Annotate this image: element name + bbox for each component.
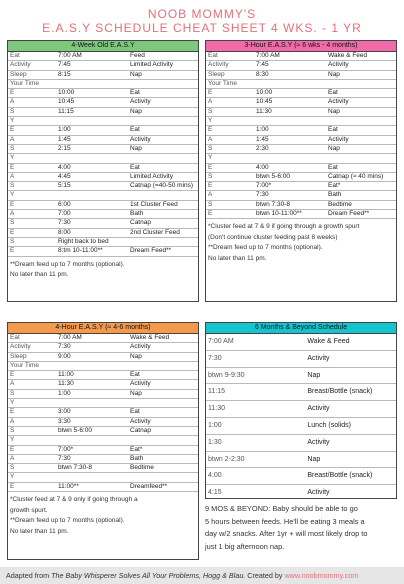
table-cell <box>128 237 198 246</box>
table-cell: S <box>8 464 56 473</box>
table-cell: Sleep <box>8 70 56 79</box>
table-row <box>206 417 396 434</box>
table-cell: Activity <box>8 343 56 352</box>
table-cell: 7:00* <box>56 445 128 454</box>
table-cell: 11:30 <box>206 401 305 418</box>
section-4-week <box>7 40 199 302</box>
table-cell: Wake & Feed <box>326 52 396 61</box>
table-row <box>8 380 198 389</box>
table-cell: E <box>206 182 254 191</box>
table-cell: Eat <box>326 163 396 172</box>
table-row <box>8 191 198 200</box>
table-cell: 11:00 <box>56 371 128 380</box>
table-cell: S <box>8 389 56 398</box>
table-row <box>206 401 396 418</box>
table-cell: 10:45 <box>254 98 326 107</box>
table-cell: Activity <box>326 135 396 144</box>
table-row <box>206 89 396 98</box>
notes <box>8 257 198 284</box>
table-cell: S <box>206 200 254 209</box>
table-row <box>8 482 198 491</box>
table-cell <box>326 154 396 163</box>
table-row <box>8 117 198 126</box>
table-row <box>206 107 396 116</box>
table-row <box>206 210 396 219</box>
table-cell: A <box>206 98 254 107</box>
table-cell: 2:15 <box>56 144 128 153</box>
table-cell: A <box>8 454 56 463</box>
table-cell: 4:00 <box>206 468 305 485</box>
table-row <box>206 163 396 172</box>
table-row <box>206 154 396 163</box>
table-cell: 1:00 <box>206 417 305 434</box>
table-cell: btwn 7:30-8 <box>254 200 326 209</box>
table-row <box>8 107 198 116</box>
table-cell: 7:30 <box>56 343 128 352</box>
table-cell: 10:00 <box>56 89 128 98</box>
table-cell <box>128 436 198 445</box>
table-cell: Feed <box>128 52 198 61</box>
note-line: **Dream feed up to 7 months (optional). <box>208 244 323 252</box>
table-cell: Y <box>8 154 56 163</box>
table-row <box>206 117 396 126</box>
table-cell: Eat <box>128 163 198 172</box>
table-cell: 4:15 <box>206 485 305 499</box>
table-row <box>8 417 198 426</box>
table-cell: 5:15 <box>56 182 128 191</box>
table-row <box>8 200 198 209</box>
table-row <box>8 399 198 408</box>
table-row <box>206 79 396 88</box>
table-cell: 11:30 <box>56 380 128 389</box>
notes <box>8 492 198 540</box>
table-cell: 3:30 <box>56 417 128 426</box>
table-cell: A <box>8 172 56 181</box>
table-row <box>8 144 198 153</box>
table-cell: A <box>8 417 56 426</box>
table-row <box>8 135 198 144</box>
table-cell <box>56 436 128 445</box>
notes <box>206 219 396 267</box>
table-row <box>206 384 396 401</box>
table-row <box>8 70 198 79</box>
note-line: (Don't continue cluster feeding past 8 weeks) <box>208 233 338 241</box>
footer-mid: Created by <box>245 571 285 580</box>
note-line: No later than 11 pm. <box>10 271 69 279</box>
table-cell: Lunch (solids) <box>305 417 396 434</box>
table-cell: Y <box>8 473 56 482</box>
table-cell: 1:00 <box>56 126 128 135</box>
table-cell: 8:30 <box>254 70 326 79</box>
table-cell: 7:30 <box>206 350 305 367</box>
table-row <box>8 473 198 482</box>
table-cell: 7:30 <box>254 191 326 200</box>
table-cell: Nap <box>128 352 198 361</box>
table-cell: Eat <box>326 126 396 135</box>
table-row <box>206 485 396 499</box>
note-line: No later than 11 pm. <box>208 254 267 262</box>
footer-link[interactable]: www.noobmommy.com <box>284 571 359 580</box>
table-cell: btwn 9-9:30 <box>206 367 305 384</box>
table-cell: Activity <box>305 434 396 451</box>
table-cell: Your Time <box>206 79 254 88</box>
table-row <box>206 70 396 79</box>
table-cell: Limited Activity <box>128 61 198 70</box>
table-cell: A <box>8 135 56 144</box>
table-cell <box>128 117 198 126</box>
table-cell: Y <box>8 117 56 126</box>
table-cell: 3:00 <box>56 408 128 417</box>
table-cell: Catnap <box>128 426 198 435</box>
table-cell: E <box>8 247 56 256</box>
table-cell: Y <box>8 191 56 200</box>
section-6-months <box>205 322 397 499</box>
table-cell: Activity <box>206 61 254 70</box>
table-cell: Eat <box>206 52 254 61</box>
note-line: growth spurt. <box>10 506 48 514</box>
table-cell: Bath <box>128 210 198 219</box>
note-line: *Cluster feed at 7 & 9 if going through a growth spurt <box>208 223 360 231</box>
footer <box>0 567 404 584</box>
table-cell: 1:30 <box>206 434 305 451</box>
table-row <box>8 426 198 435</box>
table-cell: S <box>8 144 56 153</box>
table-cell: Activity <box>128 343 198 352</box>
table-cell <box>326 117 396 126</box>
section-title: 3-Hour E.A.S.Y (≈ 6 wks - 4 months) <box>206 41 396 52</box>
table-cell: btwn 5-6:00 <box>254 172 326 181</box>
table-row <box>206 191 396 200</box>
table-cell: Dream Feed** <box>128 247 198 256</box>
beyond-line: 9 MOS & BEYOND: Baby should be able to go <box>205 504 358 513</box>
table-cell: Y <box>206 154 254 163</box>
table-cell: Breast/Bottle (snack) <box>305 384 396 401</box>
table-cell: S <box>8 182 56 191</box>
table-cell: Limited Activity <box>128 172 198 181</box>
table-cell: 7:30 <box>56 219 128 228</box>
note-line: No later than 11 pm. <box>10 527 69 535</box>
table-row <box>8 126 198 135</box>
table-row <box>8 89 198 98</box>
table-cell: btwn 10-11:00** <box>254 210 326 219</box>
table-cell: A <box>8 210 56 219</box>
table-cell <box>254 79 326 88</box>
table-cell: 11:15 <box>206 384 305 401</box>
footer-prefix: Adapted from <box>6 571 52 580</box>
table-row <box>206 172 396 181</box>
table-cell: E <box>8 228 56 237</box>
page-title-line1: NOOB MOMMY'S <box>147 7 257 21</box>
table-cell: 11:00** <box>56 482 128 491</box>
table-cell: 8:tm 10-11:00** <box>56 247 128 256</box>
note-line: *Cluster feed at 7 & 9 only if going through a <box>10 496 138 504</box>
table-row <box>8 247 198 256</box>
note-line: **Dream feed up to 7 months (optional). <box>10 517 125 525</box>
table-cell: Activity <box>128 380 198 389</box>
table-cell: 11:30 <box>254 107 326 116</box>
section-3-hour <box>205 40 397 302</box>
table-row <box>8 464 198 473</box>
table-cell: 10:45 <box>56 98 128 107</box>
table-cell: A <box>206 191 254 200</box>
section-title: 6 Months & Beyond Schedule <box>206 323 396 334</box>
beyond-line: 5 hours between feeds. He'll be eating 3 meals a <box>205 516 365 526</box>
table-cell: 7:00 AM <box>254 52 326 61</box>
table-cell: 1:00 <box>56 389 128 398</box>
table-row <box>8 182 198 191</box>
table-cell: Activity <box>8 61 56 70</box>
table-cell: Nap <box>128 389 198 398</box>
table-cell <box>128 191 198 200</box>
table-cell <box>56 79 128 88</box>
table-cell: E <box>206 163 254 172</box>
table-row <box>8 163 198 172</box>
table-cell: S <box>8 426 56 435</box>
table-cell: Activity <box>326 98 396 107</box>
table-row <box>8 445 198 454</box>
table-row <box>8 52 198 61</box>
table-cell: Nap <box>326 107 396 116</box>
table-cell <box>128 79 198 88</box>
table-cell: Activity <box>305 401 396 418</box>
table-cell: Nap <box>326 70 396 79</box>
table-cell: 7:45 <box>254 61 326 70</box>
beyond-note <box>205 503 397 553</box>
table-cell: Eat <box>128 89 198 98</box>
table-cell <box>56 361 128 370</box>
table-cell: Activity <box>305 485 396 499</box>
table-cell: Your Time <box>8 79 56 88</box>
table-cell: 4:00 <box>254 163 326 172</box>
table-cell <box>326 79 396 88</box>
table-cell: Right back to bed <box>56 237 128 246</box>
table-cell: 7:00 AM <box>56 52 128 61</box>
beyond-line: day w/2 snacks. After 1yr + will most likely drop to <box>205 529 368 538</box>
table-row <box>8 361 198 370</box>
table-row <box>206 334 396 350</box>
table-cell: S <box>206 144 254 153</box>
table-cell: Eat* <box>326 182 396 191</box>
table-row <box>206 200 396 209</box>
table-row <box>206 61 396 70</box>
table-row <box>206 98 396 107</box>
table-cell: E <box>8 200 56 209</box>
table-cell: Eat <box>326 89 396 98</box>
table-row <box>206 144 396 153</box>
table-cell: 4:45 <box>56 172 128 181</box>
table-cell: Nap <box>305 367 396 384</box>
table-cell <box>128 473 198 482</box>
table-cell: 2:30 <box>254 144 326 153</box>
table-cell: Activity <box>128 417 198 426</box>
table-row <box>206 350 396 367</box>
table-cell: E <box>206 210 254 219</box>
page-title-line2: E.A.S.Y SCHEDULE CHEAT SHEET 4 WKS. - 1 YR <box>42 21 362 35</box>
table-row <box>8 228 198 237</box>
beyond-line: just 1 big afternoon nap. <box>205 541 285 551</box>
table-row <box>8 154 198 163</box>
table-cell: 1st Cluster Feed <box>128 200 198 209</box>
table-cell: Activity <box>305 350 396 367</box>
table-cell: E <box>8 482 56 491</box>
table-row <box>8 389 198 398</box>
table-cell: 7:30 <box>56 454 128 463</box>
table-cell: Wake & Feed <box>128 334 198 343</box>
table-row <box>8 371 198 380</box>
table-cell <box>56 399 128 408</box>
table-row <box>206 182 396 191</box>
table-row <box>8 210 198 219</box>
table-cell: Eat <box>8 334 56 343</box>
table-cell: E <box>206 89 254 98</box>
table-cell: Dreamfeed** <box>128 482 198 491</box>
note-line: **Dream feed up to 7 months (optional). <box>10 260 125 268</box>
table-cell: 8:15 <box>56 70 128 79</box>
table-cell: Nap <box>326 144 396 153</box>
table-cell: S <box>8 219 56 228</box>
table-cell: Activity <box>326 61 396 70</box>
table-cell: Catnap (=40-50 mins) <box>128 182 198 191</box>
table-cell <box>254 117 326 126</box>
table-cell: 1:45 <box>254 135 326 144</box>
table-cell: Sleep <box>206 70 254 79</box>
schedule-table <box>8 52 198 257</box>
table-cell: 7:45 <box>56 61 128 70</box>
table-row <box>8 79 198 88</box>
table-cell: Eat <box>128 408 198 417</box>
table-cell: S <box>206 172 254 181</box>
table-cell: E <box>8 126 56 135</box>
table-cell: 11:15 <box>56 107 128 116</box>
table-cell <box>254 154 326 163</box>
table-cell: btwn 2-2:30 <box>206 451 305 468</box>
table-row <box>8 98 198 107</box>
table-row <box>8 61 198 70</box>
table-row <box>8 408 198 417</box>
table-cell: btwn 7:30-8 <box>56 464 128 473</box>
table-cell: Eat <box>128 126 198 135</box>
table-cell: S <box>8 107 56 116</box>
table-cell: Y <box>206 117 254 126</box>
table-row <box>206 451 396 468</box>
table-cell: Bedtime <box>128 464 198 473</box>
table-cell: 9:00 <box>56 352 128 361</box>
table-cell: Wake & Feed <box>305 334 396 350</box>
table-cell <box>56 154 128 163</box>
table-row <box>8 454 198 463</box>
table-cell: Eat <box>128 371 198 380</box>
table-cell: E <box>8 163 56 172</box>
table-row <box>8 219 198 228</box>
table-cell: Eat <box>8 52 56 61</box>
table-cell: E <box>8 445 56 454</box>
table-cell: S <box>8 237 56 246</box>
table-cell: Your Time <box>8 361 56 370</box>
table-cell: 7:00 AM <box>206 334 305 350</box>
table-row <box>8 352 198 361</box>
table-cell: S <box>206 107 254 116</box>
table-row <box>206 434 396 451</box>
table-cell: btwn 5-6:00 <box>56 426 128 435</box>
table-cell: Breast/Bottle (snack) <box>305 468 396 485</box>
table-cell: Activity <box>128 135 198 144</box>
table-cell: Y <box>8 399 56 408</box>
table-cell: E <box>8 89 56 98</box>
table-cell <box>56 191 128 200</box>
table-cell: Nap <box>128 144 198 153</box>
table-cell: Bath <box>326 191 396 200</box>
table-cell: E <box>206 126 254 135</box>
section-title: 4-Week Old E.A.S.Y <box>8 41 198 52</box>
table-cell: Bath <box>128 454 198 463</box>
schedule-table <box>206 52 396 219</box>
table-cell: 10:00 <box>254 89 326 98</box>
table-cell <box>56 117 128 126</box>
table-cell: 7:00* <box>254 182 326 191</box>
table-cell: Catnap <box>128 219 198 228</box>
footer-source: The Baby Whisperer Solves All Your Problems, Hogg & Blau. <box>51 571 246 580</box>
table-row <box>206 468 396 485</box>
table-cell: Nap <box>128 70 198 79</box>
table-cell: Y <box>8 436 56 445</box>
table-row <box>8 436 198 445</box>
table-row <box>8 237 198 246</box>
table-cell: Activity <box>128 98 198 107</box>
table-cell: Eat* <box>128 445 198 454</box>
table-row <box>206 135 396 144</box>
table-cell: Bedtime <box>326 200 396 209</box>
table-cell: 8:00 <box>56 228 128 237</box>
table-cell: A <box>8 380 56 389</box>
table-cell: 7:00 <box>56 210 128 219</box>
table-cell: Dream Feed** <box>326 210 396 219</box>
table-cell: E <box>8 371 56 380</box>
schedule-table <box>8 334 198 492</box>
table-row <box>8 334 198 343</box>
table-cell <box>56 473 128 482</box>
section-4-hour <box>7 322 199 560</box>
table-cell: Nap <box>305 451 396 468</box>
table-cell: 4:00 <box>56 163 128 172</box>
table-cell: 7:00 AM <box>56 334 128 343</box>
table-cell <box>128 154 198 163</box>
table-row <box>8 343 198 352</box>
table-cell: Nap <box>128 107 198 116</box>
table-cell: E <box>8 408 56 417</box>
table-row <box>206 367 396 384</box>
section-title: 4-Hour E.A.S.Y (≈ 4-6 months) <box>8 323 198 334</box>
table-row <box>206 126 396 135</box>
table-cell <box>128 399 198 408</box>
table-cell: A <box>8 98 56 107</box>
table-cell: 1:00 <box>254 126 326 135</box>
table-cell: A <box>206 135 254 144</box>
table-cell <box>128 361 198 370</box>
table-cell: Catnap (≈ 40 mins) <box>326 172 396 181</box>
table-row <box>206 52 396 61</box>
table-cell: 6:00 <box>56 200 128 209</box>
table-row <box>8 172 198 181</box>
table-cell: 1:45 <box>56 135 128 144</box>
schedule-table <box>206 334 396 499</box>
table-cell: 2nd Cluster Feed <box>128 228 198 237</box>
table-cell: Sleep <box>8 352 56 361</box>
